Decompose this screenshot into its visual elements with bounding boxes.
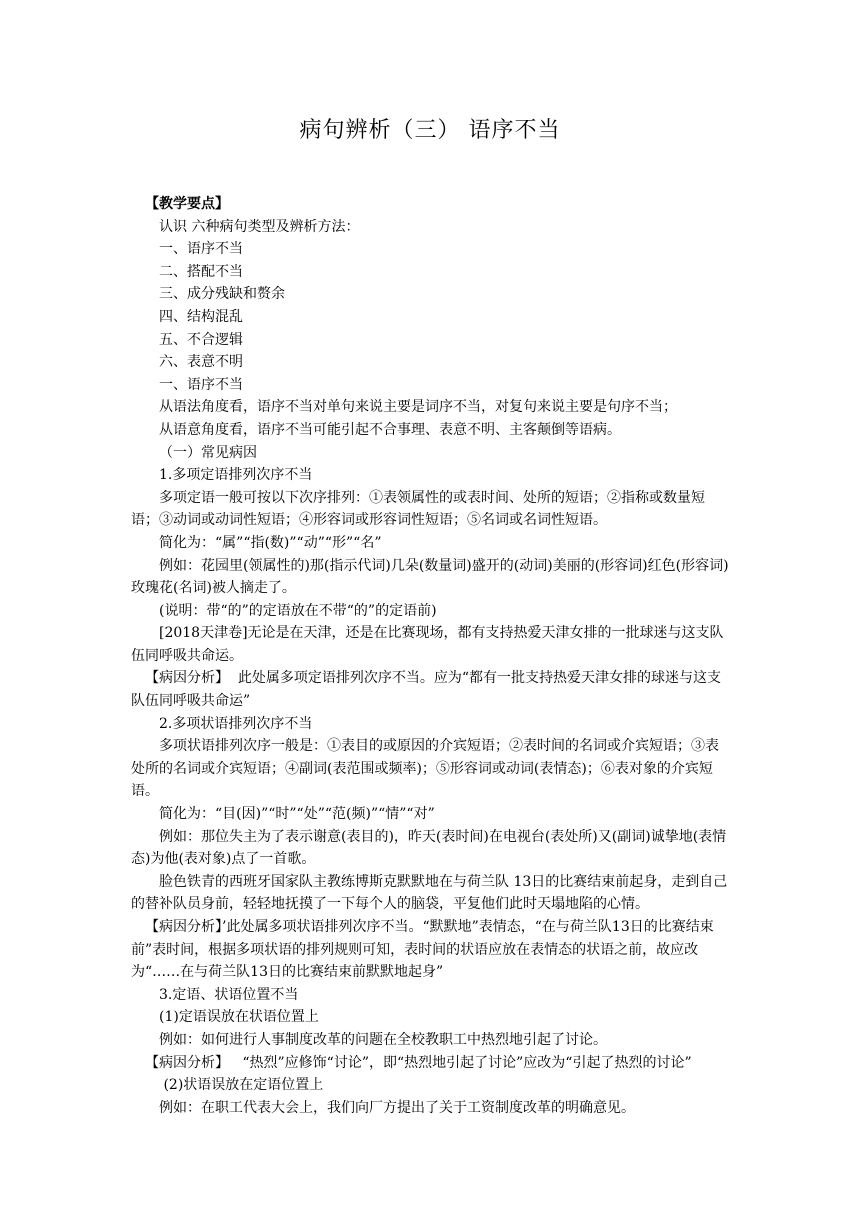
paragraph: 六、表意不明 [159, 354, 243, 371]
paragraph: 例如：花园里(领属性的)那(指示代词)几朵(数量词)盛开的(动词)美丽的(形容词)红色(形容词)玫瑰花(名词)被人摘走了。 [131, 557, 729, 597]
page-title: 病句辨析（三） 语序不当 [299, 118, 561, 143]
paragraph: 【病因分析】 “热烈”应修饰“讨论”，即“热烈地引起了讨论”应改为“引起了热烈的讨论” [145, 1054, 692, 1071]
paragraph: 四、结构混乱 [159, 308, 243, 325]
paragraph: 1.多项定语排列次序不当 [159, 467, 313, 484]
paragraph: 从语意角度看，语序不当可能引起不合事理、表意不明、主客颠倒等语病。 [159, 421, 621, 438]
paragraph: (1)定语误放在状语位置上 [159, 1009, 319, 1026]
paragraph: 多项状语排列次序一般是：①表目的或原因的介宾短语；②表时间的名词或介宾短语；③表处所的名词或介宾短语；④副词(表范围或频率)；⑤形容词或动词(表情态)；⑥表对象的介宾短语。 [131, 738, 719, 800]
paragraph: 例如：那位失主为了表示谢意(表目的)，昨天(表时间)在电视台(表处所)又(副词)诚挚地(表情态)为他(表对象)点了一首歌。 [131, 828, 727, 868]
paragraph: 二、搭配不当 [159, 263, 243, 280]
paragraph: 2.多项状语排列次序不当 [159, 715, 313, 732]
paragraph: [2018天津卷]无论是在天津，还是在比赛现场，都有支持热爱天津女排的一批球迷与这支队伍同呼吸共命运。 [131, 625, 724, 664]
document-body [131, 193, 731, 1119]
paragraph: (2)状语误放在定语位置上 [159, 1077, 324, 1094]
paragraph: 五、不合逻辑 [159, 331, 243, 348]
paragraph: 【病因分析】 此处属多项定语排列次序不当。应为“都有一批支持热爱天津女排的球迷与这支队伍同呼吸共命运” [131, 670, 722, 710]
paragraph: 从语法角度看，语序不当对单句来说主要是词序不当，对复句来说主要是句序不当； [159, 399, 677, 416]
paragraph: 3.定语、状语位置不当 [159, 986, 299, 1003]
paragraph: （一）常见病因 [159, 444, 257, 461]
paragraph: 【教学要点】 [145, 196, 229, 212]
paragraph: 多项定语一般可按以下次序排列：①表领属性的或表时间、处所的短语；②指称或数量短语；③动词或动词性短语；④形容词或形容词性短语；⑤名词或名词性短语。 [131, 489, 705, 529]
paragraph: 简化为：“目(因)”“时”“处”“范(频)”“情”“对” [159, 806, 435, 823]
paragraph: 简化为：“属”“指(数)”“动”“形”“名” [159, 534, 382, 551]
paragraph: 【病因分析】’此处属多项状语排列次序不当。“默默地”表情态，“在与荷兰队13日的比赛结束前”表时间，根据多项状语的排列规则可知，表时间的状语应放在表情态的状语之前，故应改为“……在与荷兰队13日的比赛结束前默默地起身” [131, 919, 714, 981]
paragraph: 脸色铁青的西班牙国家队主教练博斯克默默地在与荷兰队 13日的比赛结束前起身，走到自己的替补队员身前，轻轻地抚摸了一下每个人的脑袋，平复他们此时天塌地陷的心情。 [131, 873, 728, 913]
paragraph: 例如：如何进行人事制度改革的问题在全校教职工中热烈地引起了讨论。 [159, 1031, 607, 1048]
paragraph: (说明：带“的”的定语放在不带“的”的定语前) [159, 602, 437, 619]
paragraph: 认识 六种病句类型及辨析方法： [159, 218, 360, 235]
paragraph: 三、成分残缺和赘余 [159, 286, 285, 303]
paragraph: 一、语序不当 [159, 376, 243, 393]
paragraph: 例如：在职工代表大会上，我们向厂方提出了关于工资制度改革的明确意见。 [159, 1099, 635, 1116]
paragraph: 一、语序不当 [159, 241, 243, 258]
